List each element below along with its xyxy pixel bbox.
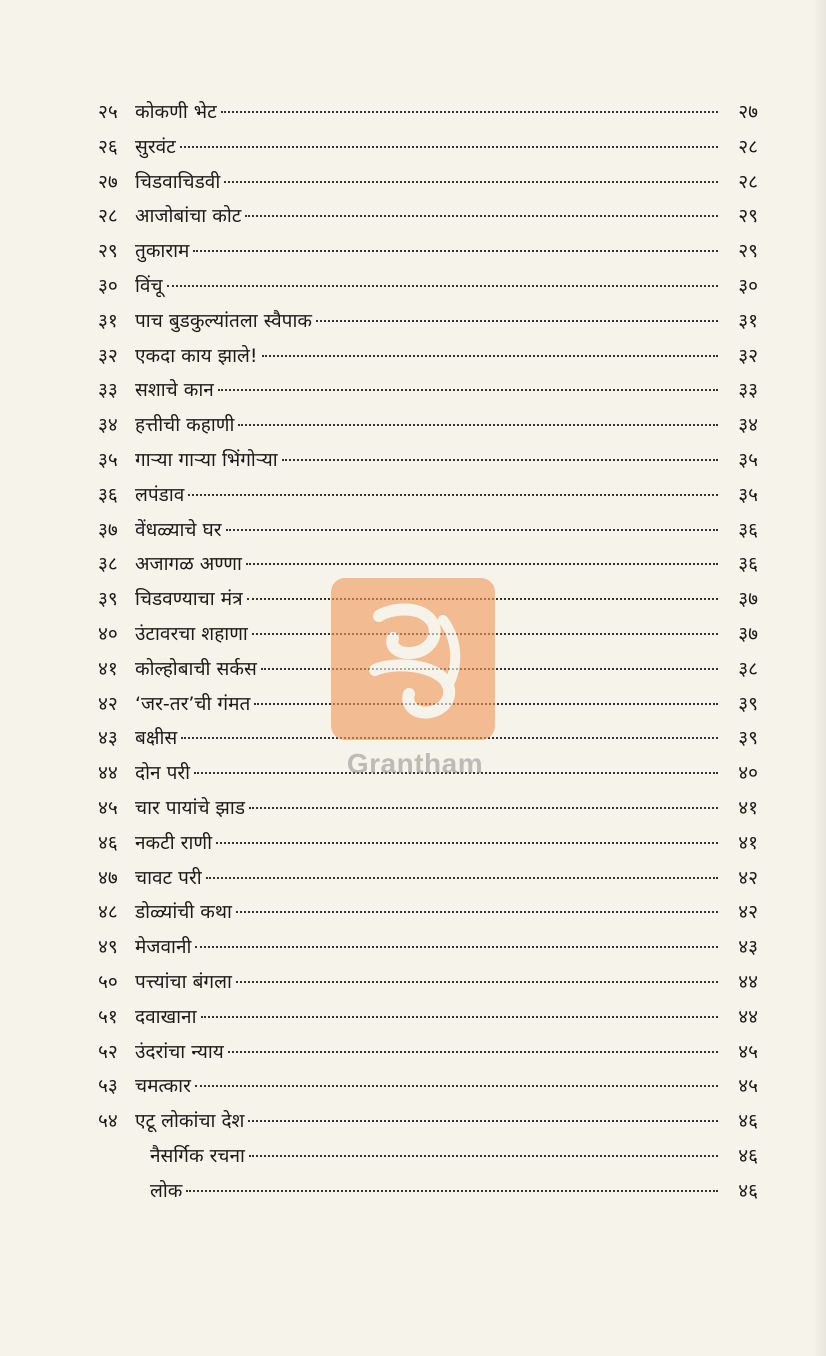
- dot-leader: [249, 1154, 718, 1157]
- dot-leader: [181, 736, 718, 739]
- dot-leader: [316, 319, 718, 322]
- chapter-title: उंदरांचा न्याय: [135, 1040, 224, 1063]
- chapter-title: सशाचे कान: [135, 379, 214, 402]
- toc-entry: [98, 791, 758, 826]
- page-number: ३६: [738, 553, 758, 576]
- chapter-title: दवाखाना: [135, 1005, 197, 1028]
- dot-leader: [195, 1084, 718, 1087]
- page-number: ३४: [738, 414, 758, 437]
- chapter-title: हत्तीची कहाणी: [135, 414, 235, 437]
- page-number: ४६: [738, 1179, 758, 1202]
- toc-entry: [98, 339, 758, 374]
- page-number: ४५: [738, 1040, 758, 1063]
- chapter-title: एकदा काय झाले!: [135, 344, 258, 367]
- toc-entry: [98, 1035, 758, 1070]
- page-number: ३५: [738, 448, 758, 471]
- dot-leader: [226, 528, 718, 531]
- toc-entry: [98, 930, 758, 965]
- toc-subentry: [98, 1139, 758, 1174]
- dot-leader: [206, 876, 718, 879]
- page-number: ३५: [738, 483, 758, 506]
- dot-leader: [180, 145, 718, 148]
- chapter-title: चार पायांचे झाड: [135, 796, 246, 819]
- dot-leader: [195, 945, 718, 948]
- toc-entry: [98, 304, 758, 339]
- toc-entry: [98, 478, 758, 513]
- page-number: ३३: [738, 379, 758, 402]
- chapter-title: तुकाराम: [135, 240, 190, 263]
- chapter-title: गाऱ्या गाऱ्या भिंगोऱ्या: [135, 448, 278, 471]
- chapter-number: ४७: [98, 866, 118, 889]
- chapter-title: चावट परी: [135, 866, 202, 889]
- dot-leader: [216, 841, 718, 844]
- chapter-title: ‘जर-तर’ची गंमत: [135, 692, 251, 715]
- chapter-title: चिडवण्याचा मंत्र: [135, 588, 243, 611]
- toc-entry: [98, 826, 758, 861]
- dot-leader: [221, 110, 718, 113]
- dot-leader: [247, 597, 718, 600]
- toc-entry: [98, 687, 758, 722]
- page-number: २८: [738, 170, 758, 193]
- chapter-number: ४०: [98, 622, 118, 645]
- page-number: ४१: [738, 796, 758, 819]
- page-number: २९: [738, 240, 758, 263]
- chapter-title: विंचू: [135, 274, 163, 297]
- page-number: ३८: [738, 657, 758, 680]
- chapter-number: ४२: [98, 692, 118, 715]
- toc-entry: [98, 895, 758, 930]
- page-number: २८: [738, 135, 758, 158]
- chapter-title: चमत्कार: [135, 1075, 191, 1098]
- page-edge-shadow: [812, 0, 826, 1356]
- toc-entry: [98, 199, 758, 234]
- chapter-title: बक्षीस: [135, 727, 178, 750]
- dot-leader: [249, 806, 718, 809]
- chapter-number: ५१: [98, 1005, 118, 1028]
- chapter-title: कोकणी भेट: [135, 101, 217, 123]
- dot-leader: [246, 562, 718, 565]
- toc-entry: [98, 1104, 758, 1139]
- page-number: ४२: [738, 901, 758, 924]
- page-number: ३१: [738, 309, 758, 332]
- chapter-number: ३८: [98, 553, 118, 576]
- chapter-title: कोल्होबाची सर्कस: [135, 657, 257, 680]
- toc-entry: [98, 547, 758, 582]
- chapter-number: २८: [98, 205, 118, 228]
- toc-subentry: [98, 1174, 758, 1209]
- chapter-title: आजोबांचा कोट: [135, 205, 242, 228]
- chapter-number: ४३: [98, 727, 118, 750]
- page-number: ३२: [738, 344, 758, 367]
- page-number: ४६: [738, 1110, 758, 1133]
- toc-entry: [98, 965, 758, 1000]
- chapter-title: अजागळ अण्णा: [135, 553, 242, 576]
- chapter-number: ५३: [98, 1075, 118, 1098]
- dot-leader: [186, 1189, 718, 1192]
- dot-leader: [236, 980, 718, 983]
- chapter-number: ३६: [98, 483, 118, 506]
- page-number: ४४: [738, 1005, 758, 1028]
- chapter-title: पाच बुडकुल्यांतला स्वैपाक: [135, 309, 312, 332]
- page-number: ४२: [738, 866, 758, 889]
- page-number: ३७: [738, 588, 758, 611]
- page-number: ४१: [738, 831, 758, 854]
- chapter-number: ३२: [98, 344, 118, 367]
- page-number: ४५: [738, 1075, 758, 1098]
- dot-leader: [254, 702, 718, 705]
- chapter-number: ४६: [98, 831, 118, 854]
- page-number: ३७: [738, 622, 758, 645]
- chapter-number: ५४: [98, 1110, 118, 1133]
- chapter-number: ४८: [98, 901, 118, 924]
- toc-entry: [98, 861, 758, 896]
- toc-entry: [98, 165, 758, 200]
- chapter-title: लपंडाव: [135, 483, 185, 506]
- chapter-number: ३५: [98, 448, 118, 471]
- chapter-number: ४१: [98, 657, 118, 680]
- page-number: ३९: [738, 727, 758, 750]
- dot-leader: [224, 180, 718, 183]
- chapter-number: ५२: [98, 1040, 118, 1063]
- toc-entry: [98, 269, 758, 304]
- dot-leader: [282, 458, 718, 461]
- toc-entry: [98, 617, 758, 652]
- toc-entry: [98, 234, 758, 269]
- watermark-label: Grantham: [346, 748, 484, 779]
- chapter-number: ३७: [98, 518, 118, 541]
- page-number: ३९: [738, 692, 758, 715]
- chapter-number: २७: [98, 170, 118, 193]
- toc-entry: [98, 652, 758, 687]
- toc-entry: [98, 95, 758, 130]
- dot-leader: [238, 423, 718, 426]
- page-number: ४०: [738, 762, 758, 785]
- chapter-number: ३०: [98, 274, 118, 297]
- dot-leader: [167, 284, 718, 287]
- chapter-title: मेजवानी: [135, 936, 192, 959]
- dot-leader: [228, 1050, 718, 1053]
- chapter-title: लोक: [150, 1179, 183, 1202]
- toc-entry: [98, 443, 758, 478]
- page-number: ४६: [738, 1144, 758, 1167]
- chapter-title: उंटावरचा शहाणा: [135, 622, 248, 645]
- chapter-title: वेंधळ्याचे घर: [135, 518, 222, 541]
- chapter-number: २९: [98, 240, 118, 263]
- chapter-number: २५: [98, 101, 118, 123]
- chapter-title: नैसर्गिक रचना: [150, 1144, 245, 1167]
- toc-entry: [98, 582, 758, 617]
- page-number: ३०: [738, 274, 758, 297]
- toc-entry: [98, 513, 758, 548]
- chapter-number: ३१: [98, 309, 118, 332]
- chapter-number: ३४: [98, 414, 118, 437]
- dot-leader: [245, 214, 718, 217]
- chapter-title: नकटी राणी: [135, 831, 213, 854]
- page-number: २९: [738, 205, 758, 228]
- chapter-title: चिडवाचिडवी: [135, 170, 221, 193]
- chapter-number: २६: [98, 135, 118, 158]
- page-number: ४४: [738, 970, 758, 993]
- chapter-number: ३३: [98, 379, 118, 402]
- page-number: २७: [738, 101, 758, 123]
- chapter-number: ५०: [98, 970, 118, 993]
- chapter-number: ४९: [98, 936, 118, 959]
- chapter-title: पत्त्यांचा बंगला: [135, 970, 232, 993]
- dot-leader: [261, 667, 718, 670]
- page-number: ४३: [738, 936, 758, 959]
- dot-leader: [252, 632, 718, 635]
- dot-leader: [236, 910, 718, 913]
- chapter-title: डोळ्यांची कथा: [135, 901, 232, 924]
- table-of-contents: [98, 95, 758, 1209]
- toc-entry: [98, 408, 758, 443]
- chapter-title: दोन परी: [135, 762, 191, 785]
- chapter-title: एटू लोकांचा देश: [135, 1110, 245, 1133]
- dot-leader: [188, 493, 718, 496]
- toc-entry: [98, 1069, 758, 1104]
- dot-leader: [248, 1119, 718, 1122]
- chapter-number: ३९: [98, 588, 118, 611]
- dot-leader: [218, 388, 718, 391]
- toc-entry: [98, 130, 758, 165]
- dot-leader: [201, 1015, 718, 1018]
- dot-leader: [262, 354, 718, 357]
- chapter-title: सुरवंट: [135, 135, 176, 158]
- chapter-number: ४४: [98, 762, 118, 785]
- chapter-number: ४५: [98, 796, 118, 819]
- dot-leader: [193, 249, 718, 252]
- toc-entry: [98, 373, 758, 408]
- toc-entry: [98, 1000, 758, 1035]
- page-number: ३६: [738, 518, 758, 541]
